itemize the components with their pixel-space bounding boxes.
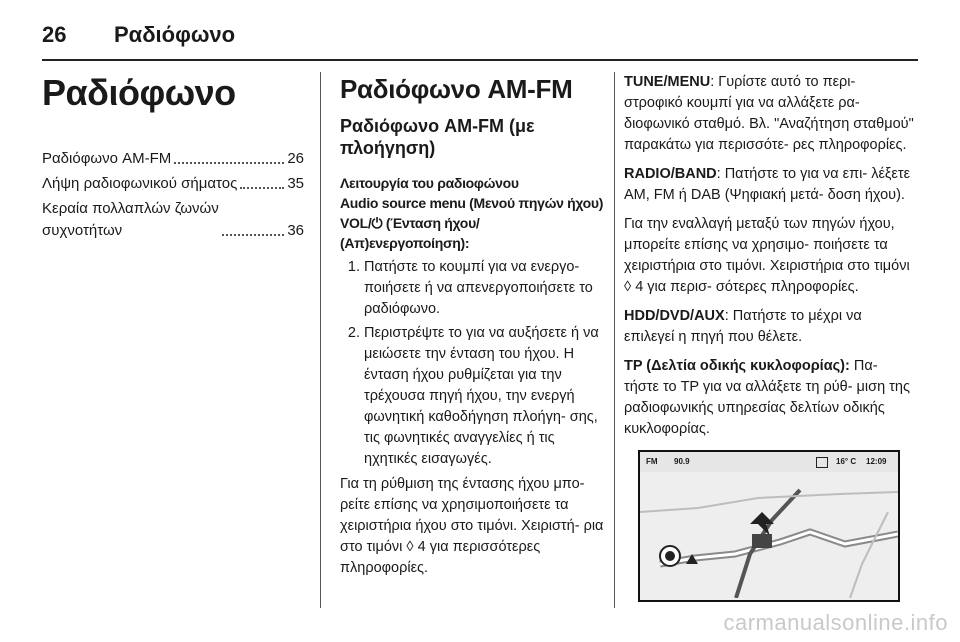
figure-band: FM: [646, 457, 658, 466]
toc-leader: [240, 187, 284, 189]
step-item: 1. Πατήστε το κουμπί για να ενεργο- ποιήσετε ή να απενεργοποιήσετε το ραδιόφωνο.: [364, 257, 604, 320]
control-term: TP (Δελτία οδικής κυκλοφορίας):: [624, 358, 850, 374]
body-paragraph: Για την εναλλαγή μεταξύ των πηγών ήχου, μπορείτε επίσης να χρησιμο- ποιήσετε τα χειριστήρια στο τιμόνι. Χειριστήρια στο τιμόνι ◊ 4 για περισ- σότερες πληροφορίες.: [624, 216, 910, 295]
control-term: HDD/DVD/AUX: [624, 308, 725, 324]
figure-clock: 12:09: [866, 457, 887, 466]
watermark: carmanualsonline.info: [723, 610, 948, 635]
control-description: [624, 306, 914, 348]
toc-entry-page: 26: [287, 150, 304, 167]
steps-list: [340, 257, 604, 470]
toc-entry-text: Ραδιόφωνο AM-FM: [42, 150, 172, 167]
map-view: [640, 472, 898, 598]
toc-entry-page: 35: [287, 175, 304, 192]
control-text: : Πατήστε το μέχρι να επιλεγεί η πηγή που θέλετε.: [624, 308, 862, 345]
step-item: 2. Περιστρέψτε το για να αυξήσετε ή να μειώσετε την ένταση του ήχου. Η ένταση ήχου ρυθμίζεται για την τρέχουσα πηγή ήχου, την ενεργή φωνητική καθοδήγηση πλοήγη- σης, τις φωνητικές αναγγελίες ή τις ηχητικές εισαγωγές.: [364, 323, 604, 470]
column-divider-2: [614, 72, 615, 608]
body-paragraph: Για τη ρύθμιση της έντασης ήχου μπο- ρείτε επίσης να χρησιμοποιήσετε τα χειριστήρια ήχου στο τιμόνι. Χειριστή- ρια στο τιμόνι ◊ 4 για περισσότερες πληροφορίες.: [340, 476, 604, 576]
control-description: [624, 164, 914, 206]
operation-heading: [340, 173, 604, 253]
column-divider-1: [320, 72, 321, 608]
right-column: [624, 72, 914, 448]
figure-temperature: 16° C: [836, 457, 857, 466]
page-number: 26: [42, 22, 67, 47]
route-marker-icon: [752, 534, 772, 548]
figure-frequency: 90.9: [674, 457, 690, 466]
page-header: [42, 12, 918, 60]
running-title: Ραδιόφωνο: [114, 22, 236, 47]
toc-leader: [174, 162, 284, 164]
control-text: : Πατήστε το για να επι- λέξετε AM, FM ή DAB (Ψηφιακή μετά- δοση ήχου).: [624, 166, 911, 203]
figure-status-bar: [640, 452, 898, 473]
contents-column: [42, 72, 304, 245]
info-icon: [816, 457, 828, 468]
toc-entry[interactable]: [42, 198, 304, 242]
section-heading: Ραδιόφωνο AM-FM: [340, 74, 573, 104]
control-description: [624, 72, 914, 156]
bold-line: VOL/⏻ (Ένταση ήχου/ (Απ)ενεργοποίηση):: [340, 215, 480, 251]
toc-entry[interactable]: [42, 148, 304, 170]
main-column: [340, 72, 604, 587]
bold-line: Λειτουργία του ραδιοφώνου: [340, 175, 519, 191]
toc-entry-page: 36: [287, 222, 304, 239]
control-text: : Γυρίστε αυτό το περι- στροφικό κουμπί για να αλλάξετε ρα- διοφωνικό σταθμό. Βλ. "Αναζήτηση σταθμού" παρακάτω για περισσότε- ρες πληροφορίες.: [624, 74, 914, 153]
toc-leader: [222, 234, 285, 236]
control-term: TUNE/MENU: [624, 74, 711, 90]
header-rule: [42, 59, 918, 61]
toc-entry-text: Κεραία πολλαπλών ζωνών συχνοτήτων: [42, 200, 219, 239]
chapter-title: Ραδιόφωνο: [42, 72, 236, 113]
control-term: RADIO/BAND: [624, 166, 717, 182]
toc-entry-text: Λήψη ραδιοφωνικού σήματος: [42, 175, 238, 192]
control-text: Πα- τήστε το TP για να αλλάξετε τη ρύθ- μιση της ραδιοφωνικής υπηρεσίας δελτίων οδικής κυκλοφορίας.: [624, 358, 910, 437]
control-description: [624, 356, 914, 440]
bold-line: Audio source menu (Μενού πηγών ήχου): [340, 195, 604, 211]
navigation-screen-figure: [638, 450, 900, 602]
subsection-heading: Ραδιόφωνο AM-FM (με πλοήγηση): [340, 116, 535, 158]
toc-entry[interactable]: [42, 173, 304, 195]
